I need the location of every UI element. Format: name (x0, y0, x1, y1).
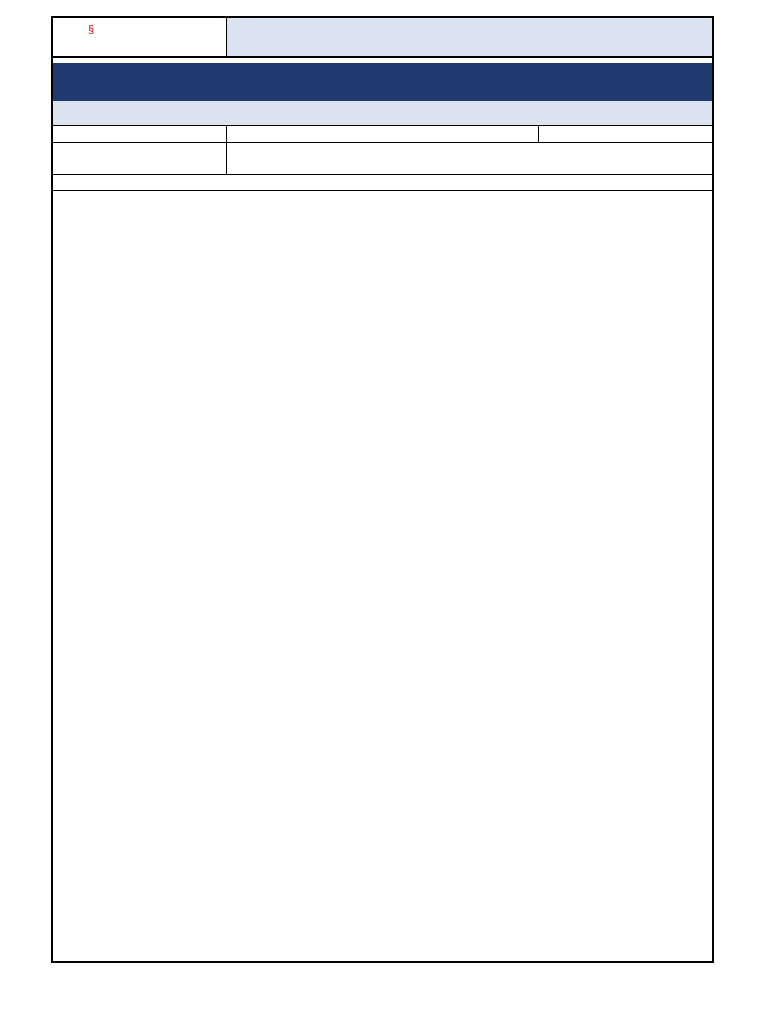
divider (53, 190, 712, 191)
form-frame (51, 16, 714, 963)
divider (538, 125, 539, 142)
project-title (227, 18, 712, 56)
acciona-logo: § (88, 24, 95, 36)
divider (53, 174, 712, 175)
divider (226, 125, 227, 174)
checklist-title-band (53, 63, 712, 101)
divider (51, 56, 714, 58)
checklist-subtitle (53, 101, 712, 125)
logo-area (51, 16, 227, 56)
divider (53, 142, 712, 143)
divider (53, 125, 712, 126)
